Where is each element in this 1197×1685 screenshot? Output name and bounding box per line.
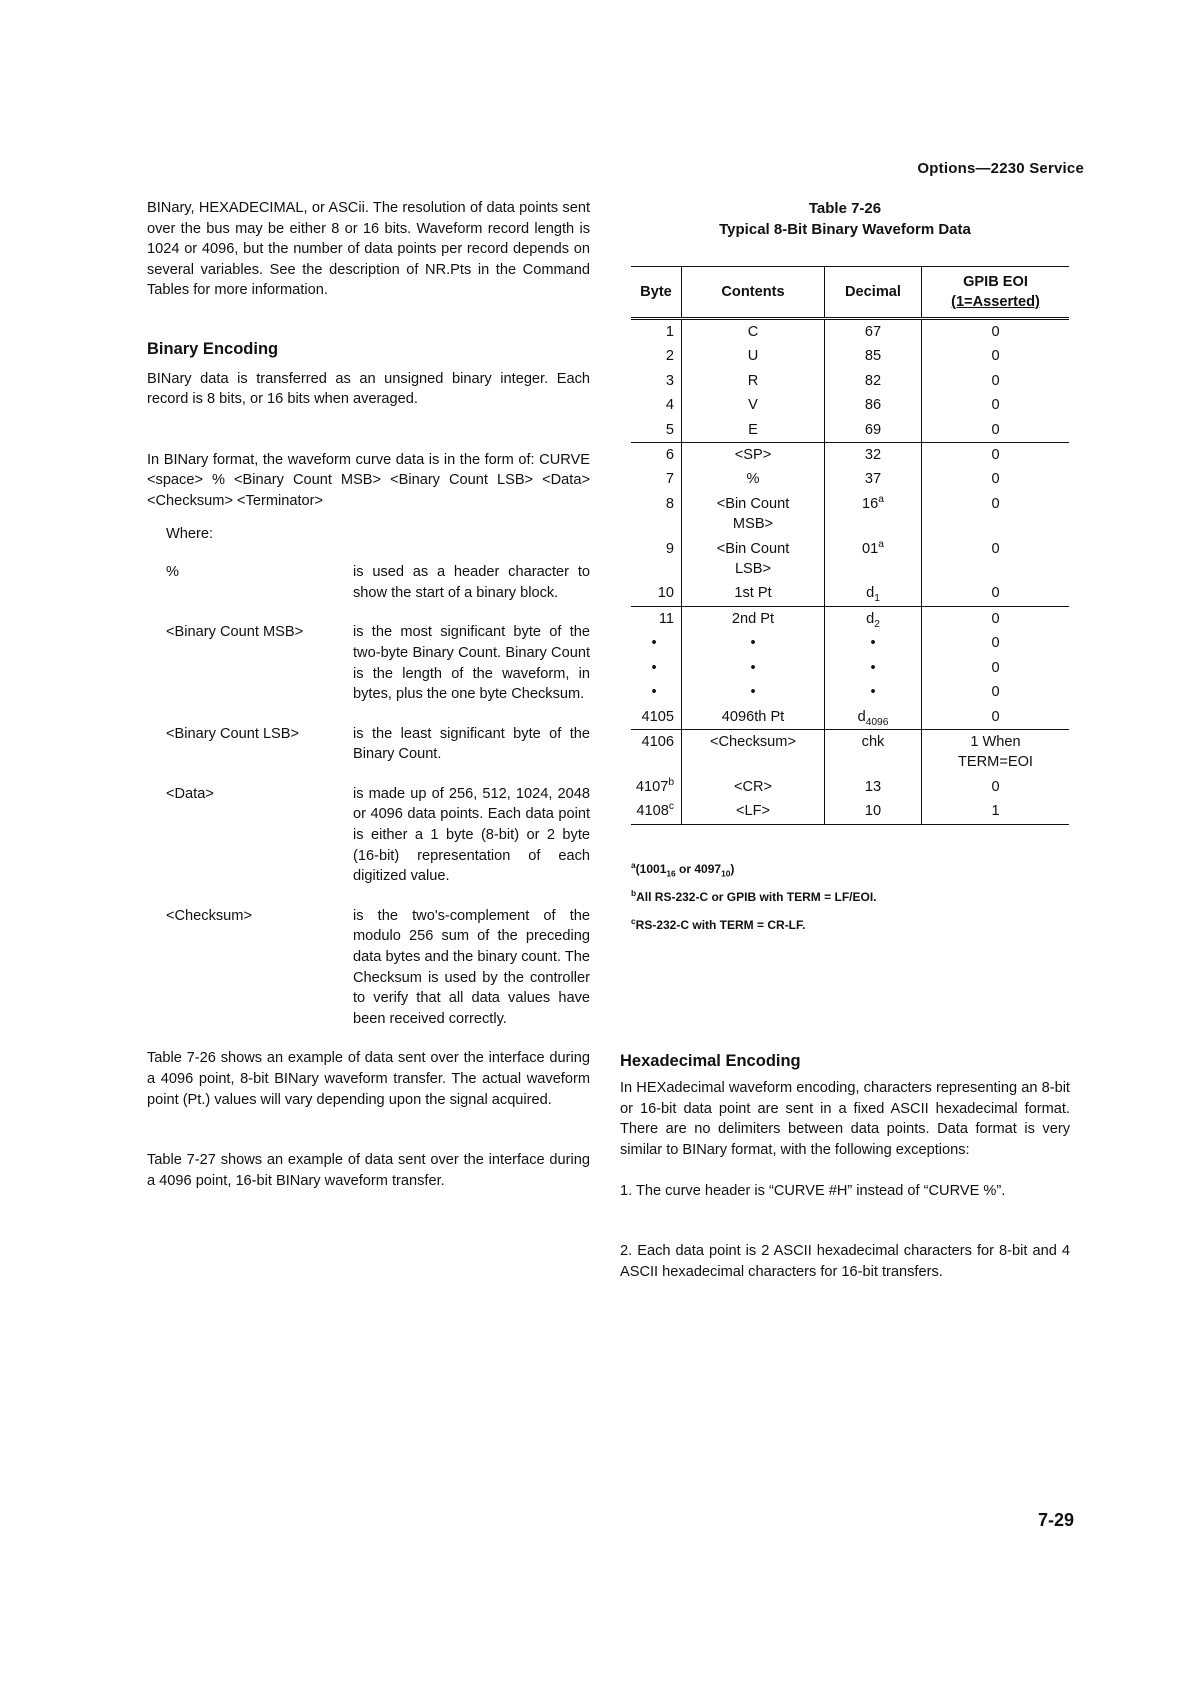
cell-contents: <SP>	[682, 443, 825, 468]
cell-decimal: 86	[825, 393, 922, 417]
cell-eoi: 0	[991, 471, 1000, 488]
cell-byte	[631, 799, 682, 824]
footnote-text: RS-232-C with TERM = CR-LF.	[635, 917, 806, 932]
footnote-c	[631, 911, 1070, 939]
table-footnotes	[631, 855, 1070, 939]
definition-term: %	[166, 564, 179, 581]
footnote-text: or 4097	[675, 861, 722, 876]
cell-contents: E	[682, 418, 825, 443]
cell-eoi: 0	[991, 585, 1000, 602]
cell-byte: 2	[631, 344, 682, 368]
intro-paragraph: BINary, HEXADECIMAL, or ASCii. The resolution of data points sent over the bus may be either 8 or 16 bits. Waveform record length is 1024 or 4096, but the number of data points per record depends on several variables. See the description of NR.Pts in the Command Tables for more information.	[147, 200, 590, 299]
cell-eoi: 0	[991, 659, 1000, 676]
footnote-text: )	[730, 861, 735, 876]
footnote-marker: b	[668, 776, 674, 788]
cell-byte: 1	[631, 319, 682, 345]
footnote-marker: a	[878, 493, 884, 505]
table-row	[631, 631, 1069, 655]
where-label: Where:	[166, 525, 214, 542]
definition-desc: is the two's-complement of the modulo 256 sum of the preceding data bytes and the binary count. The Checksum is used by the controller to verify that all data values have been received correctly.	[353, 907, 590, 1027]
cell-contents-line2: LSB>	[734, 561, 772, 578]
cell-eoi: 0	[991, 708, 1000, 725]
table-row	[631, 705, 1069, 730]
hexadecimal-encoding-heading: Hexadecimal Encoding	[620, 1051, 801, 1070]
cell-byte-value: 4107	[635, 778, 669, 795]
cell-byte: 7	[631, 467, 682, 491]
footnote-a	[631, 855, 1070, 883]
cell-contents-line2: MSB>	[732, 516, 774, 533]
cell-byte: 8	[631, 492, 682, 537]
cell-eoi: 0	[922, 443, 1070, 468]
definition-desc: is the least significant byte of the Binary Count.	[353, 725, 590, 763]
cell-byte: 9	[631, 537, 682, 582]
definition-term: <Binary Count MSB>	[166, 624, 304, 641]
cell-eoi: 0	[991, 421, 1000, 438]
footnote-text: All RS-232-C or GPIB with TERM = LF/EOI.	[636, 889, 877, 904]
cell-eoi: 0	[991, 684, 1000, 701]
footnote-marker: c	[668, 801, 674, 813]
subscript: 16	[666, 867, 676, 878]
cell-contents: •	[682, 656, 825, 680]
table-row	[631, 799, 1069, 824]
definition-term: <Data>	[166, 785, 214, 802]
running-title: Options—2230 Service	[917, 160, 1084, 177]
table-title: Typical 8-Bit Binary Waveform Data	[719, 221, 971, 238]
definition-desc: is used as a header character to show the start of a binary block.	[353, 564, 590, 601]
page-number: 7-29	[1038, 1510, 1075, 1530]
cell-byte	[631, 775, 682, 799]
subscript: 10	[721, 867, 731, 878]
right-column	[620, 198, 1070, 1282]
cell-byte: 3	[631, 369, 682, 393]
hex-exception-1: 1. The curve header is “CURVE #H” instead of “CURVE %”.	[620, 1182, 1006, 1199]
table-row	[631, 369, 1069, 393]
footnote-b	[631, 883, 1070, 911]
column-header-gpib-eoi	[922, 267, 1070, 319]
definition-desc: is made up of 256, 512, 1024, 2048 or 4096 data points. Each data point is either a 1 byte (8-bit) or 2 byte (16-bit) representation of each digitized value.	[353, 785, 590, 885]
definition-item	[166, 784, 590, 887]
cell-eoi: 0	[991, 348, 1000, 365]
definition-item	[166, 724, 590, 765]
cell-eoi: 1	[991, 803, 1000, 820]
cell-decimal: chk	[825, 729, 922, 774]
definition-item	[166, 622, 590, 704]
definition-item	[166, 562, 590, 603]
definition-desc: is the most significant byte of the two-byte Binary Count. Binary Count is the length of the waveform, in bytes, plus the one byte Checksum.	[353, 624, 590, 703]
binary-paragraph-1: BINary data is transferred as an unsigned binary integer. Each record is 8 bits, or 16 bits when averaged.	[147, 370, 590, 408]
cell-contents: <LF>	[682, 799, 825, 824]
column-header-byte: Byte	[631, 267, 682, 319]
cell-byte: •	[631, 631, 682, 655]
table-row	[631, 344, 1069, 368]
cell-eoi-line1: 1 When	[970, 733, 1021, 750]
cell-decimal	[825, 705, 922, 730]
gpib-eoi-line2: (1=Asserted)	[951, 294, 1040, 310]
gpib-eoi-line1: GPIB EOI	[963, 273, 1028, 290]
cell-contents-line1: <Bin Count	[716, 495, 790, 512]
hex-exception-2: 2. Each data point is 2 ASCII hexadecimal characters for 8-bit and 4 ASCII hexadecimal characters for 16-bit transfers.	[620, 1243, 1070, 1280]
cell-contents: •	[682, 631, 825, 655]
cell-contents: C	[682, 319, 825, 345]
cell-decimal: 85	[825, 344, 922, 368]
table-row	[631, 319, 1069, 345]
cell-contents: R	[682, 369, 825, 393]
cell-decimal: •	[825, 631, 922, 655]
cell-decimal-value: d	[866, 585, 875, 602]
definition-term: <Checksum>	[166, 907, 252, 924]
cell-contents: <CR>	[682, 775, 825, 799]
cell-decimal-value: 01	[862, 540, 879, 557]
hex-paragraph: In HEXadecimal waveform encoding, characters representing an 8-bit or 16-bit data point are sent in a fixed ASCII hexadecimal format. There are no delimiters between data points. Data format is very similar to BINary format, with the following exceptions:	[620, 1080, 1070, 1158]
table-header-row	[631, 267, 1069, 319]
cell-eoi: 0	[991, 635, 1000, 652]
cell-contents: 4096th Pt	[682, 705, 825, 730]
definition-term: <Binary Count LSB>	[166, 725, 300, 742]
cell-decimal: 13	[825, 775, 922, 799]
subscript: 1	[874, 593, 880, 605]
cell-decimal	[825, 537, 922, 582]
cell-decimal: 82	[825, 369, 922, 393]
cell-contents: •	[682, 680, 825, 704]
table-row	[631, 729, 1069, 774]
cell-byte: 4	[631, 393, 682, 417]
binary-encoding-heading: Binary Encoding	[147, 339, 279, 358]
cell-contents: 1st Pt	[682, 581, 825, 606]
cell-decimal: 67	[825, 319, 922, 345]
subscript: 4096	[865, 716, 889, 728]
cell-eoi: 0	[991, 495, 1000, 512]
cell-eoi: 0	[991, 778, 1000, 795]
table-row	[631, 443, 1069, 468]
footnote-marker: a	[878, 538, 884, 550]
binary-paragraph-2: In BINary format, the waveform curve data is in the form of: CURVE <space> % <Binary Count MSB> <Binary Count LSB> <Data> <Checksum> <Terminator>	[147, 451, 590, 509]
cell-eoi: 0	[991, 540, 1000, 557]
cell-eoi	[922, 729, 1070, 774]
footnote-text: (1001	[635, 861, 667, 876]
cell-byte: 10	[631, 581, 682, 606]
cell-contents: V	[682, 393, 825, 417]
left-column	[147, 198, 590, 1191]
cell-decimal: •	[825, 680, 922, 704]
cell-decimal-value: d	[857, 708, 866, 725]
table-row	[631, 418, 1069, 443]
cell-contents-line1: <Bin Count	[716, 540, 790, 557]
cell-contents: %	[682, 467, 825, 491]
table-row	[631, 606, 1069, 631]
definition-item	[166, 906, 590, 1030]
table-row	[631, 581, 1069, 606]
cell-byte-value: 4108	[636, 803, 669, 820]
table-caption	[620, 198, 1070, 240]
cell-byte: 4106	[631, 729, 682, 774]
cell-byte: 6	[631, 443, 682, 468]
cell-eoi: 0	[991, 324, 1000, 340]
cell-byte: 11	[631, 606, 682, 631]
cell-decimal-value: 16	[862, 495, 879, 512]
cell-eoi: 0	[991, 397, 1000, 414]
column-header-decimal: Decimal	[825, 267, 922, 319]
cell-eoi-line2: TERM=EOI	[957, 754, 1033, 771]
cell-contents: 2nd Pt	[682, 606, 825, 631]
cell-decimal: •	[825, 656, 922, 680]
cell-eoi: 0	[922, 606, 1070, 631]
table-row	[631, 393, 1069, 417]
table-row	[631, 467, 1069, 491]
subscript: 2	[874, 618, 880, 630]
cell-contents	[682, 492, 825, 537]
column-header-contents: Contents	[682, 267, 825, 319]
table-27-reference-paragraph: Table 7-27 shows an example of data sent over the interface during a 4096 point, 16-bit BINary waveform transfer.	[147, 1152, 590, 1189]
cell-decimal	[825, 606, 922, 631]
cell-decimal: 69	[825, 418, 922, 443]
table-row	[631, 492, 1069, 537]
cell-decimal: 32	[825, 443, 922, 468]
cell-byte: •	[631, 656, 682, 680]
cell-byte: 4105	[631, 705, 682, 730]
cell-contents	[682, 537, 825, 582]
cell-eoi: 0	[991, 372, 1000, 389]
table-row	[631, 656, 1069, 680]
table-row	[631, 537, 1069, 582]
footnote-mark: b	[631, 887, 637, 898]
cell-byte: •	[631, 680, 682, 704]
definitions-list	[166, 524, 590, 1030]
cell-decimal: 37	[825, 467, 922, 491]
cell-decimal	[825, 492, 922, 537]
cell-contents: <Checksum>	[682, 729, 825, 774]
table-26-reference-paragraph: Table 7-26 shows an example of data sent over the interface during a 4096 point, 8-bit BINary waveform transfer. The actual waveform point (Pt.) values will vary depending upon the signal acquired.	[147, 1050, 590, 1108]
cell-byte: 5	[631, 418, 682, 443]
table-row	[631, 775, 1069, 799]
cell-contents: U	[682, 344, 825, 368]
footnote-mark: c	[631, 915, 636, 926]
cell-decimal	[825, 581, 922, 606]
cell-decimal-value: d	[866, 610, 875, 627]
waveform-data-table	[631, 266, 1069, 825]
table-row	[631, 680, 1069, 704]
footnote-mark: a	[631, 859, 636, 870]
table-number: Table 7-26	[808, 200, 882, 217]
cell-decimal: 10	[825, 799, 922, 824]
